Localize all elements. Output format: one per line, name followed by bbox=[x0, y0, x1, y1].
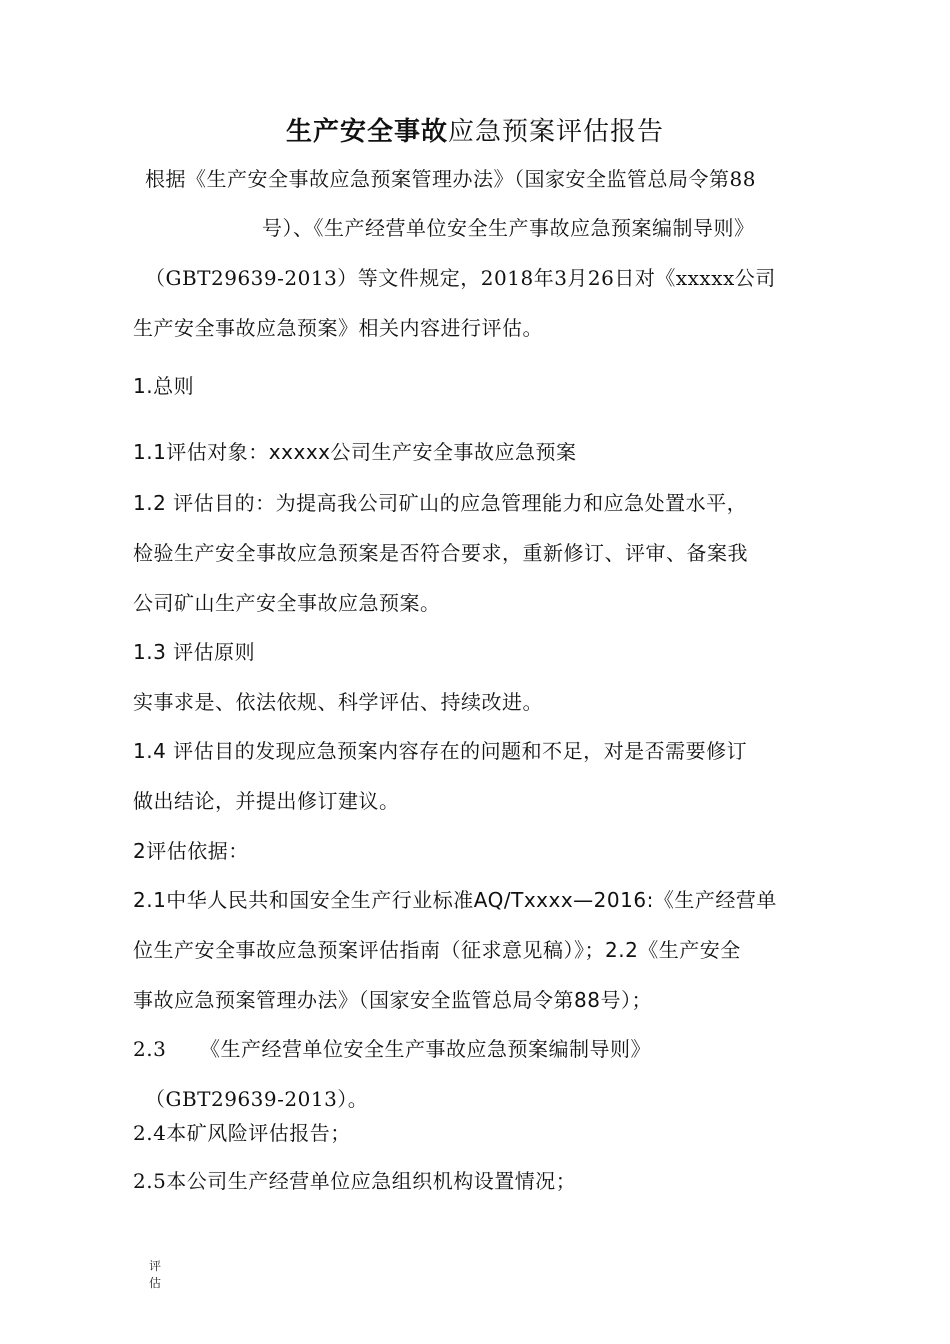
section-1-2-line-1: 1.2 评估目的：为提高我公司矿山的应急管理能力和应急处置水平， bbox=[133, 491, 748, 515]
section-2-4: 2.4本矿风险评估报告； bbox=[133, 1121, 351, 1145]
footer-vertical-label bbox=[146, 1258, 164, 1292]
section-1-3-heading: 1.3 评估原则 bbox=[133, 640, 256, 664]
section-2-3-continuation: （GBT29639-2013）。 bbox=[145, 1087, 369, 1111]
title-bold-part: 生产安全事故 bbox=[285, 117, 448, 147]
footer-label-char-2: 估 bbox=[148, 1276, 161, 1290]
section-1-2-line-2: 检验生产安全事故应急预案是否符合要求，重新修订、评审、备案我 bbox=[133, 541, 748, 565]
footer-label-char-1: 评 bbox=[148, 1259, 161, 1273]
section-1-4-line-2: 做出结论，并提出修订建议。 bbox=[133, 789, 400, 813]
section-1-1: 1.1评估对象：xxxxx公司生产安全事故应急预案 bbox=[133, 440, 577, 464]
section-1-3-text: 实事求是、依法依规、科学评估、持续改进。 bbox=[133, 690, 543, 714]
section-1-2-line-3: 公司矿山生产安全事故应急预案。 bbox=[133, 591, 441, 615]
document-title bbox=[0, 114, 950, 150]
title-regular-part: 应急预案评估报告 bbox=[448, 117, 665, 147]
section-2-5: 2.5本公司生产经营单位应急组织机构设置情况； bbox=[133, 1169, 577, 1193]
section-2-1-line-3: 事故应急预案管理办法》（国家安全监管总局令第88号）； bbox=[133, 988, 652, 1012]
section-2-1-line-1: 2.1中华人民共和国安全生产行业标准AQ/Txxxx—2016:《生产经营单 bbox=[133, 888, 777, 912]
intro-line-1: 根据《生产安全事故应急预案管理办法》（国家安全监管总局令第88 bbox=[145, 167, 756, 191]
section-1-4-line-1: 1.4 评估目的发现应急预案内容存在的问题和不足，对是否需要修订 bbox=[133, 739, 748, 763]
section-2-1-line-2: 位生产安全事故应急预案评估指南（征求意见稿）》；2.2《生产安全 bbox=[133, 938, 741, 962]
section-2-heading: 2评估依据： bbox=[133, 839, 249, 863]
intro-line-4: 生产安全事故应急预案》相关内容进行评估。 bbox=[133, 316, 543, 340]
intro-line-3: （GBT29639-2013）等文件规定，2018年3月26日对《xxxxx公司 bbox=[145, 266, 776, 290]
section-1-heading: 1.总则 bbox=[133, 374, 195, 398]
section-2-3-number: 2.3 bbox=[133, 1037, 167, 1061]
section-2-3-text: 《生产经营单位安全生产事故应急预案编制导则》 bbox=[200, 1037, 651, 1061]
intro-line-2: 号）、《生产经营单位安全生产事故应急预案编制导则》 bbox=[262, 216, 755, 240]
